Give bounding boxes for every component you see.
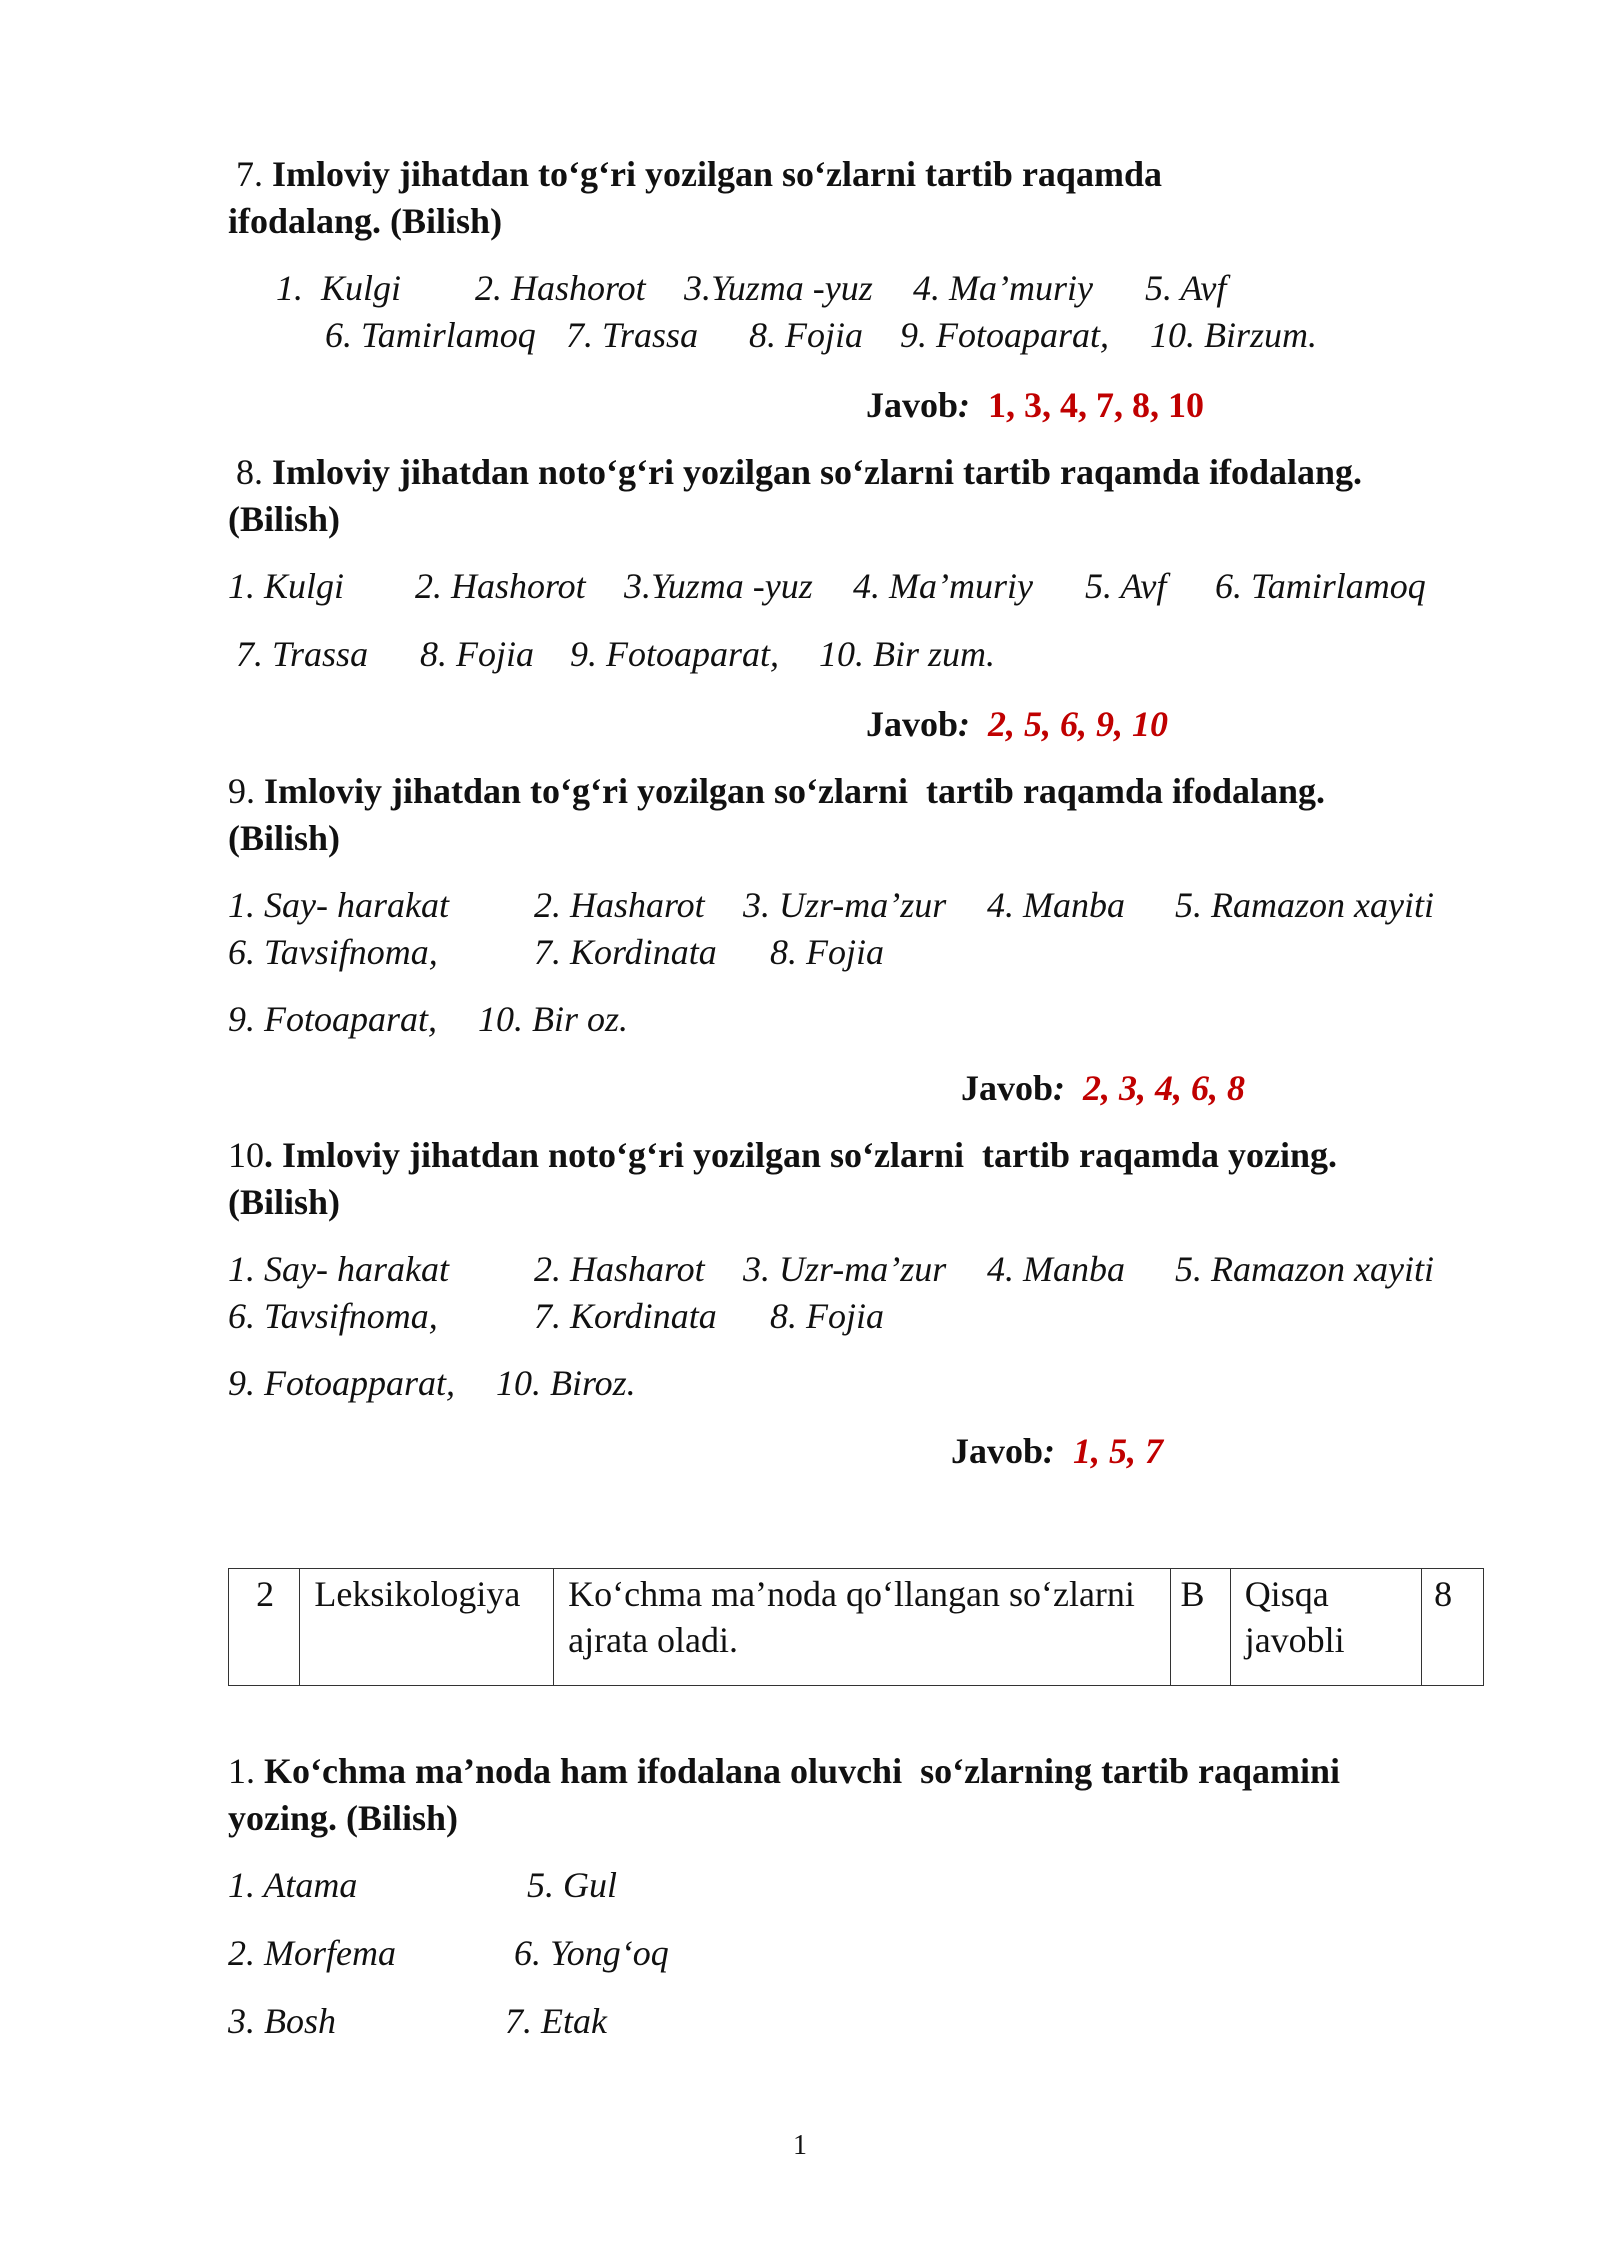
word-item: 6. Tamirlamoq (1215, 566, 1426, 606)
word-item: 10. Birzum. (1150, 315, 1318, 355)
word-item: 1. Kulgi (228, 566, 345, 606)
word-item: 8. Fojia (749, 315, 863, 355)
table-row (229, 1569, 1484, 1686)
word-item: 1. Say- harakat (228, 1249, 449, 1289)
answer-line (866, 382, 1204, 428)
word-item: 7. Kordinata (534, 932, 717, 972)
word-item: 6. Yong‘oq (514, 1933, 669, 1973)
word-item: 4. Ma’muriy (853, 566, 1033, 606)
answer-line (961, 1065, 1245, 1111)
question-title-cont: (Bilish) (228, 499, 341, 539)
answer-line (866, 701, 1168, 747)
word-item: 4. Ma’muriy (913, 268, 1093, 308)
word-item: 3. Uzr-ma’zur (743, 885, 947, 925)
page-number: 1 (793, 2130, 807, 2161)
word-item: 10. Biroz. (496, 1363, 636, 1403)
word-item: 4. Manba (987, 885, 1125, 925)
word-item: 4. Manba (987, 1249, 1125, 1289)
answer-value: 1, 5, 7 (1073, 1431, 1164, 1471)
word-item: 7. Etak (505, 2001, 607, 2041)
answer-colon: : (1043, 1431, 1056, 1471)
word-item: 3.Yuzma -yuz (624, 566, 813, 606)
word-item: 7. Trassa (566, 315, 699, 355)
question-title-cont: (Bilish) (228, 818, 341, 858)
spec-table (228, 1568, 1484, 1686)
answer-line (951, 1428, 1163, 1474)
word-item: 5. Gul (527, 1865, 617, 1905)
word-item: 6. Tamirlamoq (325, 315, 536, 355)
word-item: 1. Kulgi (276, 268, 402, 308)
question-number: 10 (228, 1135, 264, 1175)
question-title-cont: (Bilish) (228, 1182, 341, 1222)
answer-label: Javob (866, 385, 959, 425)
answer-label: Javob (951, 1431, 1044, 1471)
word-item: 1. Say- harakat (228, 885, 449, 925)
question-9-heading (228, 768, 1325, 814)
word-item: 10. Bir oz. (478, 999, 629, 1039)
answer-value: 1, 3, 4, 7, 8, 10 (988, 385, 1205, 425)
word-item: 2. Hasharot (534, 885, 705, 925)
word-item: 9. Fotoaparat, (228, 999, 438, 1039)
table-cell: B (1170, 1569, 1230, 1686)
table-cell: 2 (229, 1569, 300, 1686)
word-item: 9. Fotoapparat, (228, 1363, 456, 1403)
question-title: . Imloviy jihatdan noto‘g‘ri yozilgan so‘zlarni tartib raqamda yozing. (264, 1135, 1337, 1175)
question-number: 9. (228, 771, 255, 811)
word-item: 9. Fotoaparat, (570, 634, 780, 674)
word-item: 6. Tavsifnoma, (228, 932, 438, 972)
answer-value: 2, 5, 6, 9, 10 (988, 704, 1169, 744)
word-item: 7. Kordinata (534, 1296, 717, 1336)
word-item: 3. Uzr-ma’zur (743, 1249, 947, 1289)
word-item: 1. Atama (228, 1865, 358, 1905)
word-item: 2. Hashorot (475, 268, 646, 308)
question-title: Imloviy jihatdan to‘g‘ri yozilgan so‘zlarni tartib raqamda (272, 154, 1162, 194)
question-title: Imloviy jihatdan to‘g‘ri yozilgan so‘zlarni tartib raqamda ifodalang. (264, 771, 1325, 811)
table-cell: 8 (1422, 1569, 1484, 1686)
question-number: 7. (236, 154, 263, 194)
question-number: 8. (236, 452, 263, 492)
answer-colon: : (958, 385, 971, 425)
question-title-cont: ifodalang. (Bilish) (228, 201, 503, 241)
word-item: 5. Avf (1085, 566, 1167, 606)
word-item: 8. Fojia (420, 634, 534, 674)
question-10-heading (228, 1132, 1337, 1178)
question-8-heading (236, 449, 1362, 495)
word-item: 6. Tavsifnoma, (228, 1296, 438, 1336)
table-cell: Leksikologiya (300, 1569, 554, 1686)
word-item: 7. Trassa (236, 634, 369, 674)
question-7-heading (236, 151, 1162, 197)
word-item: 8. Fojia (770, 1296, 884, 1336)
word-item: 2. Hasharot (534, 1249, 705, 1289)
answer-colon: : (958, 704, 971, 744)
word-item: 5. Ramazon xayiti (1175, 885, 1434, 925)
answer-colon: : (1053, 1068, 1066, 1108)
word-item: 5. Ramazon xayiti (1175, 1249, 1434, 1289)
word-item: 8. Fojia (770, 932, 884, 972)
table-cell: Ko‘chma ma’noda qo‘llangan so‘zlarni ajrata oladi. (554, 1569, 1170, 1686)
question-heading (228, 1748, 1340, 1794)
question-title: Imloviy jihatdan noto‘g‘ri yozilgan so‘zlarni tartib raqamda ifodalang. (272, 452, 1363, 492)
question-number: 1. (228, 1751, 255, 1791)
answer-label: Javob (866, 704, 959, 744)
word-item: 3.Yuzma -yuz (684, 268, 873, 308)
word-item: 2. Hashorot (415, 566, 586, 606)
question-title-cont: yozing. (Bilish) (228, 1798, 459, 1838)
answer-label: Javob (961, 1068, 1054, 1108)
question-title: Ko‘chma ma’noda ham ifodalana oluvchi so‘zlarning tartib raqamini (264, 1751, 1341, 1791)
answer-value: 2, 3, 4, 6, 8 (1083, 1068, 1246, 1108)
table-cell: Qisqa javobli (1230, 1569, 1421, 1686)
word-item: 9. Fotoaparat, (900, 315, 1110, 355)
word-item: 3. Bosh (228, 2001, 336, 2041)
word-item: 5. Avf (1145, 268, 1227, 308)
word-item: 10. Bir zum. (819, 634, 996, 674)
word-item: 2. Morfema (228, 1933, 396, 1973)
